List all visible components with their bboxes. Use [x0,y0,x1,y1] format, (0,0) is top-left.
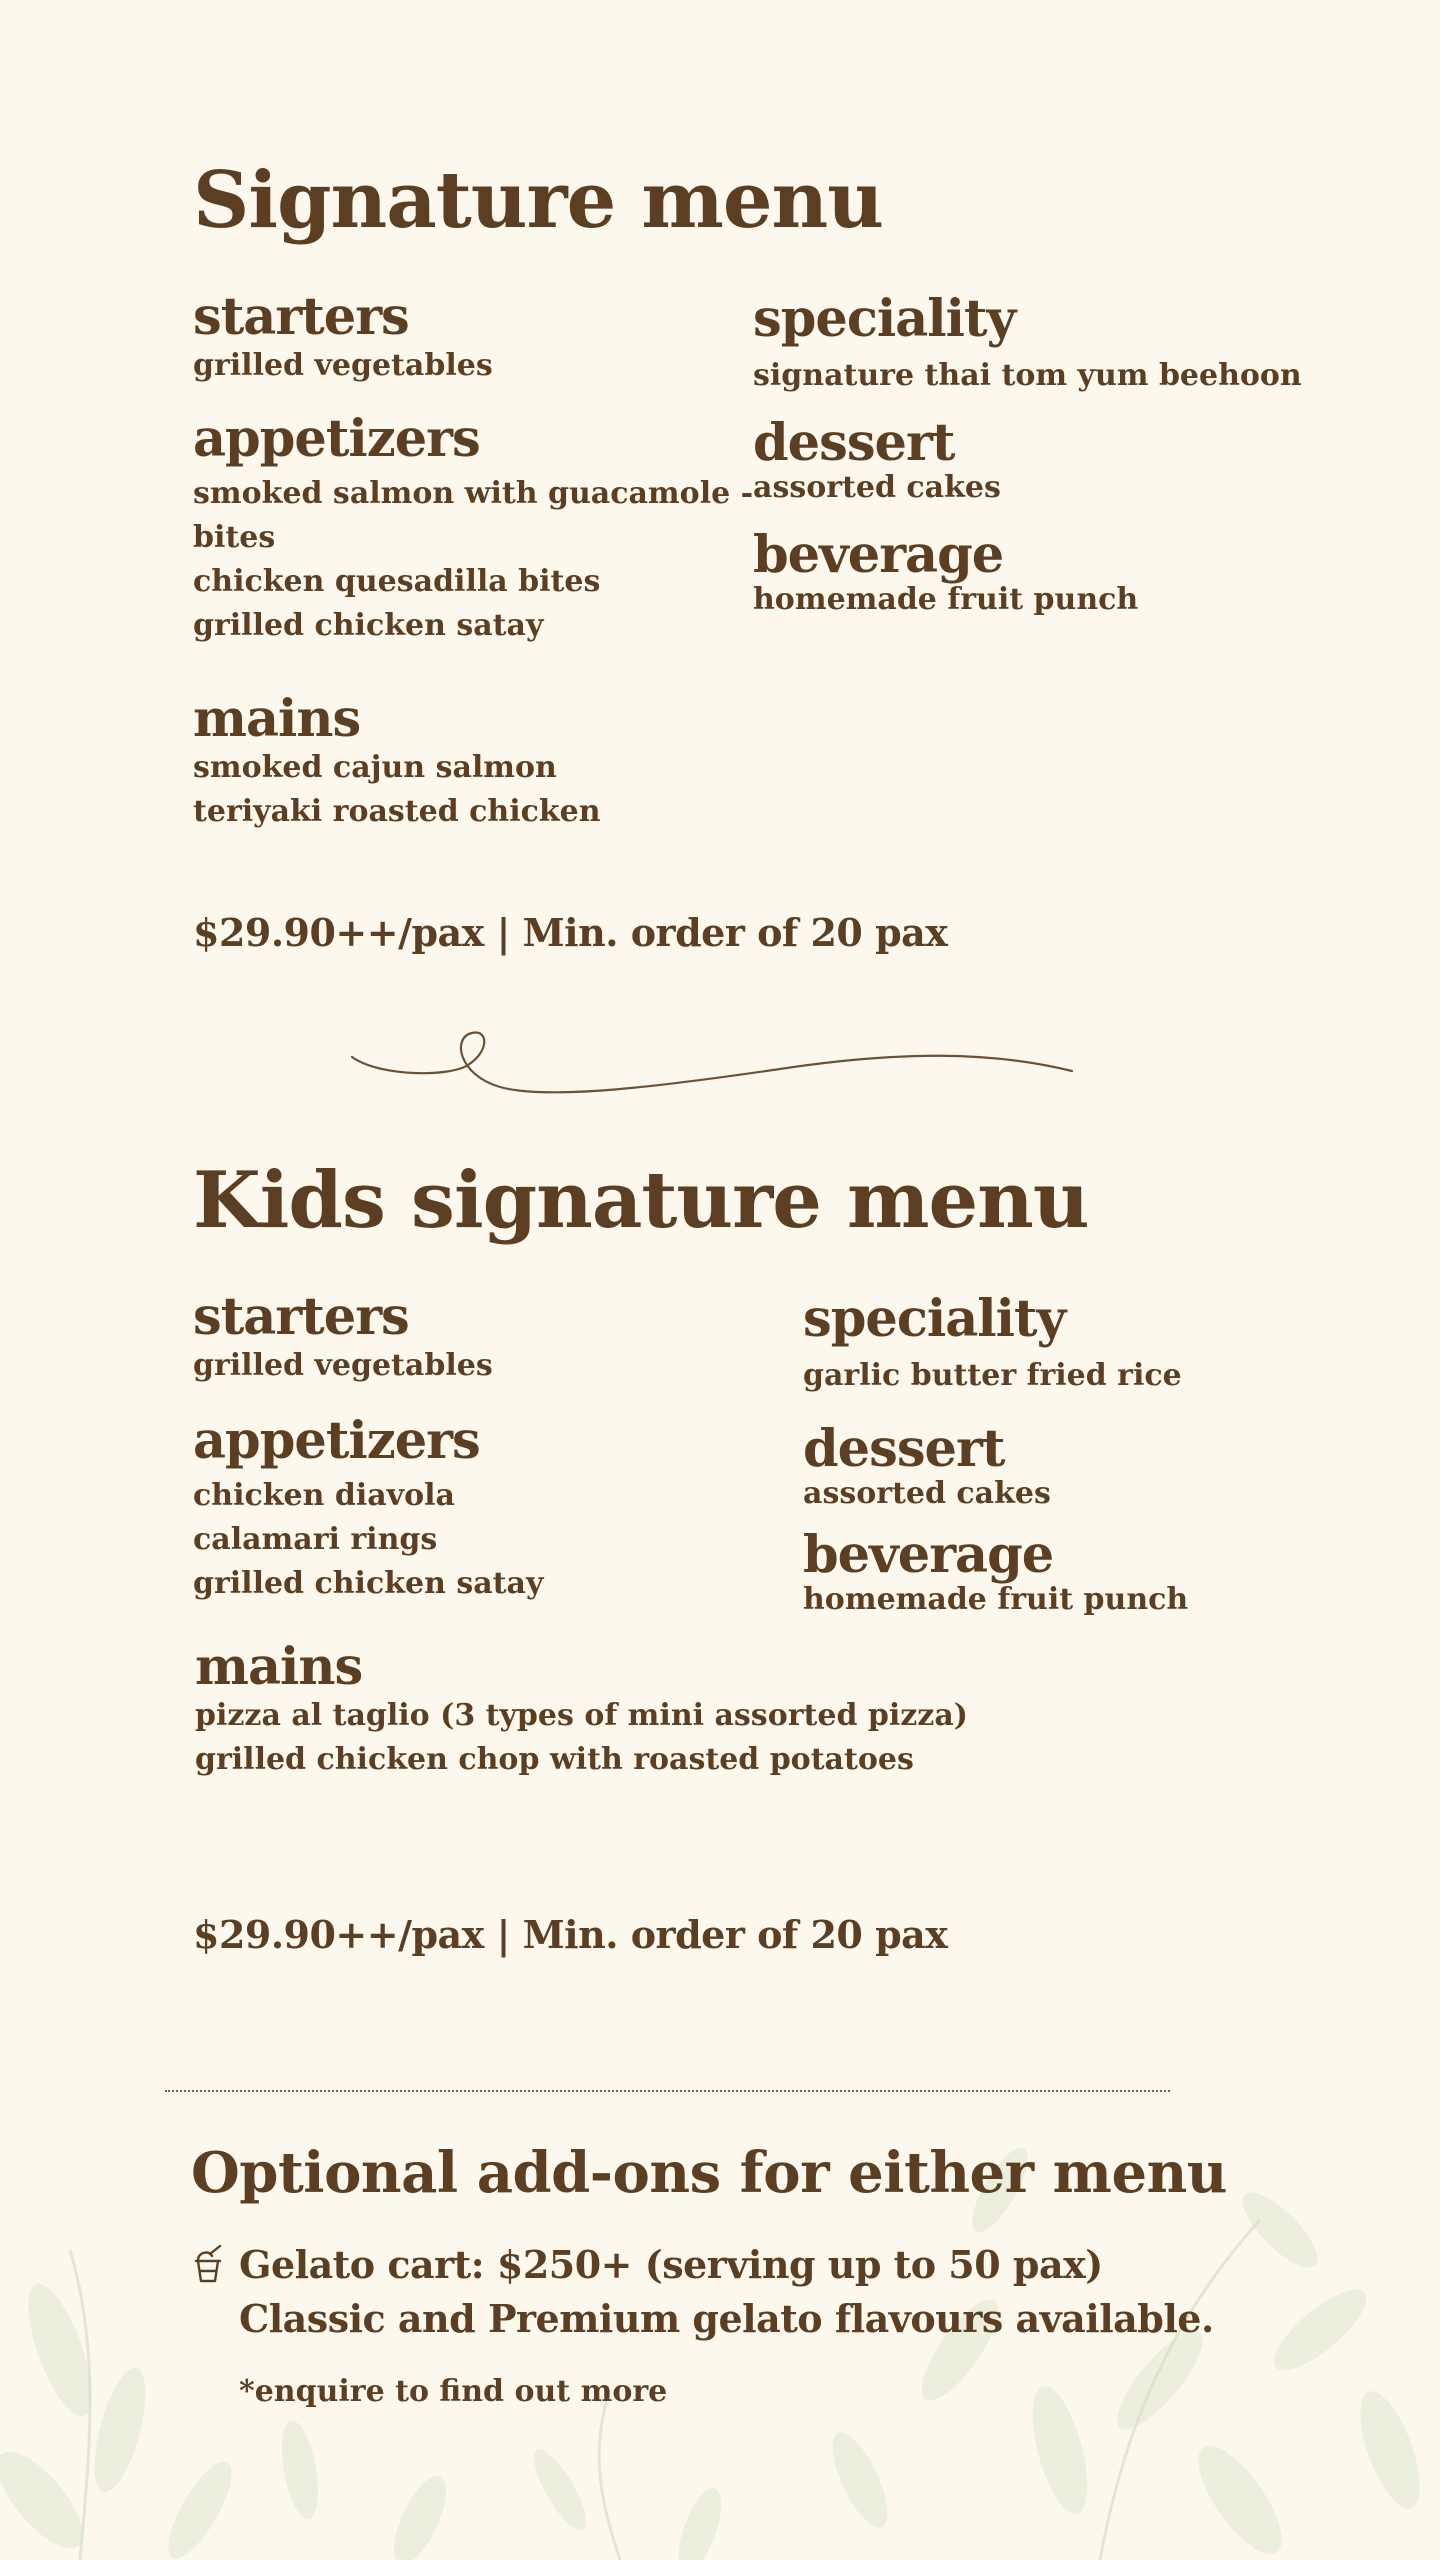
kids-mains-list [195,1694,968,1782]
kids-speciality-heading: speciality [803,1289,1066,1349]
kids-mains-heading: mains [195,1637,363,1697]
flourish-divider [340,1015,1080,1105]
menu-item: grilled vegetables [193,348,493,383]
kids-starters-list [193,1344,493,1388]
menu-item: pizza al taglio (3 types of mini assorted pizza) [195,1698,968,1733]
kids-menu-title: Kids signature menu [193,1155,1089,1246]
kids-dessert-heading: dessert [803,1419,1005,1479]
signature-beverage-list [753,578,1138,622]
menu-item: grilled chicken satay [193,1566,544,1601]
kids-appetizers-heading: appetizers [193,1411,480,1471]
signature-dessert-list [753,466,1001,510]
kids-starters-heading: starters [193,1287,409,1347]
gelato-cart-icon [192,2244,226,2284]
menu-item: grilled chicken chop with roasted potatoes [195,1742,914,1777]
kids-price: $29.90++/pax | Min. order of 20 pax [193,1912,948,1957]
menu-item: chicken diavola [193,1478,455,1513]
menu-item: grilled vegetables [193,1348,493,1383]
signature-mains-heading: mains [193,689,361,749]
addon-note: *enquire to find out more [239,2374,668,2409]
menu-item: chicken quesadilla bites [193,564,601,599]
menu-item: assorted cakes [753,470,1001,505]
menu-item: smoked salmon with guacamole - [193,476,754,511]
signature-speciality-list [753,354,1302,398]
signature-dessert-heading: dessert [753,413,955,473]
menu-item: grilled chicken satay [193,608,544,643]
menu-item: signature thai tom yum beehoon [753,358,1302,393]
kids-dessert-list [803,1472,1051,1516]
addons-title: Optional add-ons for either menu [191,2140,1227,2206]
signature-appetizers-heading: appetizers [193,409,480,469]
menu-item: homemade fruit punch [803,1582,1189,1617]
signature-menu-title: Signature menu [193,155,883,246]
signature-mains-list [193,746,601,834]
signature-starters-list [193,344,493,388]
menu-item: assorted cakes [803,1476,1051,1511]
addon-gelato-flavours: Classic and Premium gelato flavours available. [239,2296,1214,2341]
signature-price: $29.90++/pax | Min. order of 20 pax [193,910,948,955]
menu-item: homemade fruit punch [753,582,1139,617]
menu-item: garlic butter fried rice [803,1358,1182,1393]
signature-speciality-heading: speciality [753,289,1016,349]
kids-beverage-heading: beverage [803,1525,1054,1585]
signature-beverage-heading: beverage [753,525,1004,585]
kids-speciality-list [803,1354,1182,1398]
kids-beverage-list [803,1578,1188,1622]
addon-gelato-line: Gelato cart: $250+ (serving up to 50 pax) [239,2242,1103,2287]
menu-item: bites [193,520,276,555]
kids-appetizers-list [193,1474,543,1606]
signature-starters-heading: starters [193,287,409,347]
menu-item: calamari rings [193,1522,438,1557]
menu-item: smoked cajun salmon [193,750,557,785]
menu-item: teriyaki roasted chicken [193,794,601,829]
signature-appetizers-list [193,472,753,648]
